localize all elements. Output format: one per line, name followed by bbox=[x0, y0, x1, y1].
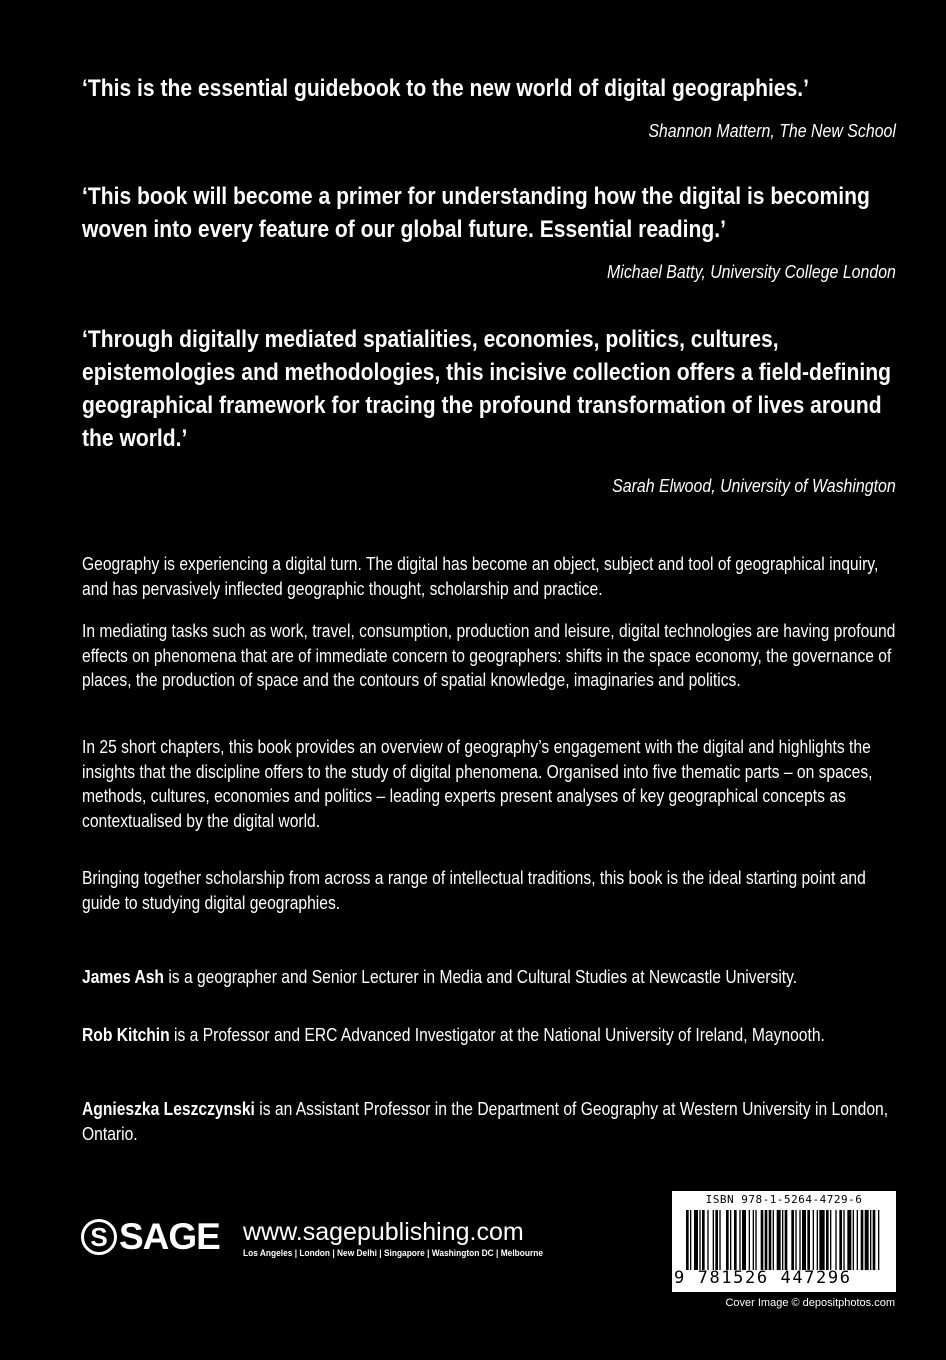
barcode-bar bbox=[726, 1210, 729, 1270]
barcode-bar bbox=[878, 1210, 879, 1270]
barcode-bar bbox=[835, 1210, 836, 1270]
description-paragraph-4: Bringing together scholarship from across a range of intellectual traditions, this book is the ideal starting point and guide to studying digital geographies. bbox=[82, 867, 866, 913]
barcode-bar bbox=[713, 1210, 714, 1270]
barcode-bar bbox=[773, 1210, 774, 1270]
barcode-bar bbox=[807, 1210, 810, 1270]
barcode-bar bbox=[847, 1210, 851, 1270]
publisher-url[interactable]: www.sagepublishing.com bbox=[243, 1218, 524, 1246]
barcode-bar bbox=[785, 1210, 788, 1270]
bio-name: Agnieszka Leszczynski bbox=[82, 1098, 255, 1119]
barcode-bar bbox=[817, 1210, 818, 1270]
barcode-bar bbox=[690, 1210, 691, 1270]
bio-rob-kitchin bbox=[82, 1023, 898, 1048]
barcode-bar bbox=[739, 1210, 740, 1270]
endorsement-quote-1: ‘This is the essential guidebook to the new world of digital geographies.’ bbox=[82, 75, 810, 102]
barcode-bar bbox=[865, 1210, 869, 1270]
barcode-bar bbox=[839, 1210, 842, 1270]
bio-name: Rob Kitchin bbox=[82, 1024, 170, 1045]
barcode-bar bbox=[761, 1210, 764, 1270]
barcode-bar bbox=[861, 1210, 864, 1270]
publisher-cities: Los Angeles | London | New Delhi | Singapore | Washington DC | Melbourne bbox=[243, 1248, 543, 1259]
description-paragraph-2: In mediating tasks such as work, travel, consumption, production and leisure, digital technologies are having profound effects on phenomena that are of immediate concern to geographers: shifts in the space economy, the governance of places, the production of space and the contours of spatial knowledge, imaginaries and politics. bbox=[82, 620, 896, 690]
barcode-bar bbox=[749, 1210, 750, 1270]
bio-text: is a Professor and ERC Advanced Investigator at the National University of Ireland, Maynooth. bbox=[169, 1024, 825, 1045]
barcode-bar bbox=[734, 1210, 737, 1270]
barcode-bar bbox=[802, 1210, 806, 1270]
isbn-barcode bbox=[672, 1191, 896, 1292]
endorsement-author-2: Michael Batty, University College London bbox=[607, 261, 896, 282]
barcode-bar bbox=[755, 1210, 756, 1270]
barcode-bar bbox=[870, 1210, 871, 1270]
barcode-bar bbox=[719, 1210, 720, 1270]
barcode-bar bbox=[813, 1210, 814, 1270]
bio-text: is an Assistant Professor in the Department of Geography at Western University in London, Ontario. bbox=[82, 1098, 889, 1144]
barcode-bar bbox=[769, 1210, 772, 1270]
barcode-bar bbox=[795, 1210, 796, 1270]
barcode-bar bbox=[791, 1210, 794, 1270]
endorsement-quote-2: ‘This book will become a primer for understanding how the digital is becoming woven into every feature of our global future. Essential reading.’ bbox=[82, 183, 870, 243]
bio-name: James Ash bbox=[82, 966, 164, 987]
endorsement-author-1: Shannon Mattern, The New School bbox=[648, 120, 896, 141]
description-paragraph-3: In 25 short chapters, this book provides an overview of geography’s engagement with the digital and highlights the insights that the discipline offers to the study of digital phenomena. Organised into five thematic parts – on spaces, methods, cultures, economies and politics – leading experts present analyses of key geographical concepts as contextualised by the digital world. bbox=[82, 736, 873, 831]
barcode-bar bbox=[730, 1210, 731, 1270]
barcode-bar bbox=[843, 1210, 844, 1270]
bio-agnieszka-leszczynski bbox=[82, 1097, 898, 1146]
sage-logo bbox=[81, 1218, 220, 1255]
barcode-digits: 9 781526 447296 bbox=[674, 1268, 852, 1288]
barcode-bar bbox=[819, 1210, 824, 1270]
bio-text: is a geographer and Senior Lecturer in Media and Cultural Studies at Newcastle University. bbox=[163, 966, 798, 987]
barcode-bar bbox=[699, 1210, 700, 1270]
barcode-bar bbox=[753, 1210, 754, 1270]
barcode-bar bbox=[777, 1210, 781, 1270]
endorsement-quote-3: ‘Through digitally mediated spatialities, economies, politics, cultures, epistemologies and methodologies, this incisive collection offers a field-defining geographical framework for tracing the profound transformation of lives around the world.’ bbox=[82, 326, 891, 452]
sage-wordmark: SAGE bbox=[119, 1216, 220, 1257]
barcode-bar bbox=[702, 1210, 705, 1270]
barcode-bar bbox=[857, 1210, 858, 1270]
barcode-bar bbox=[830, 1210, 831, 1270]
barcode-bars-icon bbox=[686, 1210, 882, 1270]
barcode-bar bbox=[782, 1210, 783, 1270]
barcode-bar bbox=[853, 1210, 854, 1270]
sage-s-icon: S bbox=[81, 1219, 117, 1255]
bio-james-ash bbox=[82, 965, 898, 990]
barcode-bar bbox=[765, 1210, 768, 1270]
barcode-bar bbox=[686, 1210, 689, 1270]
description-paragraph-1: Geography is experiencing a digital turn. The digital has become an object, subject and tool of geographical inquiry, and has pervasively inflected geographic thought, scholarship and practice. bbox=[82, 553, 879, 599]
barcode-bar bbox=[873, 1210, 876, 1270]
barcode-bar bbox=[715, 1210, 718, 1270]
barcode-bar bbox=[694, 1210, 698, 1270]
isbn-label: ISBN 978-1-5264-4729-6 bbox=[705, 1193, 863, 1206]
barcode-bar bbox=[826, 1210, 829, 1270]
cover-image-credit: Cover Image © depositphotos.com bbox=[725, 1297, 895, 1309]
barcode-bar bbox=[799, 1210, 800, 1270]
endorsement-author-3: Sarah Elwood, University of Washington bbox=[612, 475, 896, 496]
barcode-bar bbox=[707, 1210, 708, 1270]
barcode-bar bbox=[742, 1210, 746, 1270]
